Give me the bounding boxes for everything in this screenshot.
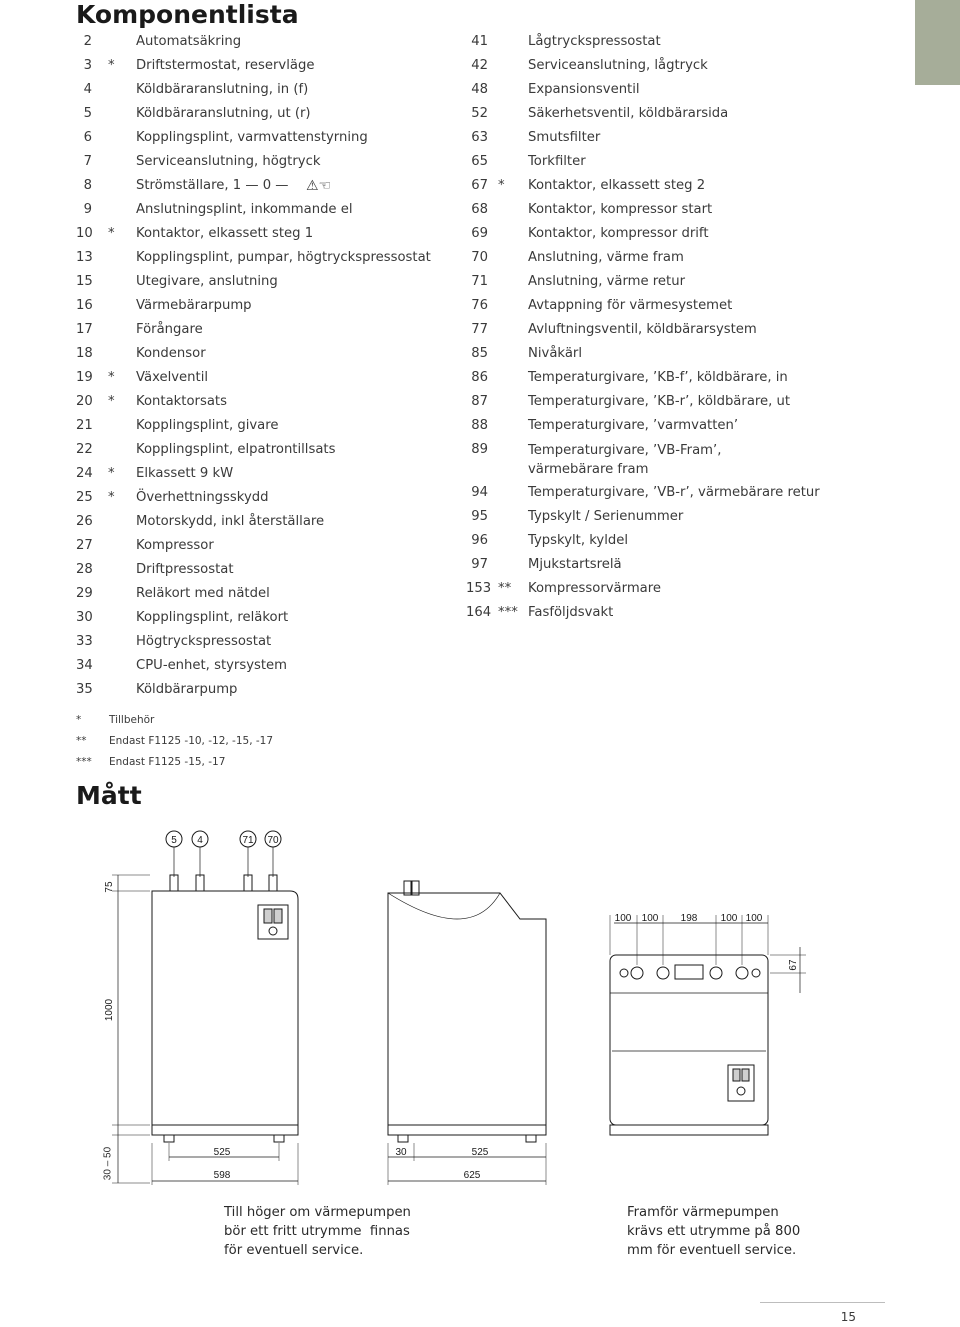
dim-label-75: 75	[104, 881, 115, 893]
component-number: 88	[471, 418, 488, 433]
component-number: 15	[76, 274, 93, 289]
component-name: Kontaktor, kompressor drift	[528, 226, 709, 241]
component-name: Anslutning, värme retur	[528, 274, 686, 289]
component-name: Temperaturgivare, ’VB-r’, värmebärare retur	[528, 485, 820, 500]
callout-label: 70	[267, 835, 279, 846]
component-number: 7	[83, 154, 92, 169]
component-name: Avluftningsventil, köldbärarsystem	[528, 322, 757, 337]
component-row	[466, 601, 866, 625]
footnote-text: Endast F1125 -15, -17	[109, 756, 226, 768]
caption-left	[224, 1203, 411, 1260]
component-row	[76, 318, 456, 342]
caption-line: bör ett fritt utrymme finnas	[224, 1224, 410, 1239]
component-row	[76, 390, 456, 414]
component-number: 164	[466, 605, 492, 620]
component-name: Fasföljdsvakt	[528, 605, 614, 620]
component-name: Temperaturgivare, ’KB-r’, köldbärare, ut	[528, 394, 791, 409]
component-name: Smutsfilter	[528, 130, 601, 145]
component-number: 94	[471, 485, 488, 500]
component-row	[76, 630, 456, 654]
page-rule	[760, 1302, 885, 1303]
section-title: Komponentlista	[76, 0, 299, 29]
rear-view-unit	[610, 913, 806, 1135]
side-view-unit	[104, 875, 298, 1185]
component-name: Värmebärarpump	[136, 298, 252, 313]
component-number: 96	[471, 533, 488, 548]
top-dim-label: 198	[680, 913, 698, 924]
component-number: 35	[76, 682, 93, 697]
component-row	[466, 577, 866, 601]
component-row	[466, 529, 866, 553]
component-number: 89	[471, 442, 488, 457]
component-row	[466, 102, 866, 126]
component-number: 2	[83, 34, 92, 49]
component-name: Kontaktor, kompressor start	[528, 202, 713, 217]
component-number: 87	[471, 394, 488, 409]
footnote-mark: ***	[76, 756, 92, 768]
component-name: Kopplingsplint, givare	[136, 418, 279, 433]
component-number: 97	[471, 557, 488, 572]
component-row	[76, 486, 456, 510]
component-number: 86	[471, 370, 488, 385]
callout-label: 5	[171, 835, 177, 846]
dim-label-625: 625	[463, 1170, 481, 1181]
page-number: 15	[840, 1310, 856, 1324]
component-number: 85	[471, 346, 488, 361]
component-row	[466, 222, 866, 246]
component-number: 28	[76, 562, 93, 577]
front-view-unit	[388, 881, 546, 1185]
component-name: Växelventil	[136, 370, 209, 385]
component-row	[76, 342, 456, 366]
component-name: Köldbäraranslutning, in (f)	[136, 82, 309, 97]
component-number: 13	[76, 250, 93, 265]
caption-line: Till höger om värmepumpen	[224, 1205, 411, 1220]
component-list-left	[76, 30, 456, 702]
component-row	[76, 606, 456, 630]
caption-line: Framför värmepumpen	[627, 1205, 779, 1220]
callout-label: 4	[197, 835, 203, 846]
accessory-mark: *	[108, 226, 115, 241]
top-dim-label: 100	[720, 913, 738, 924]
component-row	[76, 582, 456, 606]
component-row	[466, 505, 866, 529]
callout-label: 71	[242, 835, 254, 846]
component-row	[76, 654, 456, 678]
component-name: Anslutning, värme fram	[528, 250, 684, 265]
component-number: 24	[76, 466, 93, 481]
component-name: Strömställare, 1 — 0 —	[136, 178, 289, 193]
component-row	[466, 438, 866, 481]
component-name: CPU-enhet, styrsystem	[136, 658, 288, 673]
component-name: Kontaktorsats	[136, 394, 227, 409]
component-number: 27	[76, 538, 93, 553]
component-name: Anslutningsplint, inkommande el	[136, 202, 353, 217]
component-row	[466, 30, 866, 54]
component-row	[466, 198, 866, 222]
component-row	[76, 150, 456, 174]
component-name: Kopplingsplint, reläkort	[136, 610, 289, 625]
component-row	[76, 414, 456, 438]
component-name: Högtryckspressostat	[136, 634, 272, 649]
component-number: 65	[471, 154, 488, 169]
footnote-mark: **	[76, 735, 87, 747]
component-number: 77	[471, 322, 488, 337]
dim-label-525-right: 525	[471, 1147, 489, 1158]
component-number: 63	[471, 130, 488, 145]
accessory-mark: *	[108, 58, 115, 73]
component-number: 29	[76, 586, 93, 601]
dim-label-598: 598	[213, 1170, 231, 1181]
top-dim-label: 100	[641, 913, 659, 924]
component-number: 21	[76, 418, 93, 433]
component-name: Överhettningsskydd	[136, 490, 269, 505]
component-name: Typskylt / Serienummer	[528, 509, 684, 524]
top-dim-label: 100	[614, 913, 632, 924]
component-row	[76, 294, 456, 318]
component-name: Expansionsventil	[528, 82, 640, 97]
component-name: Säkerhetsventil, köldbärarsida	[528, 106, 729, 121]
component-number: 95	[471, 509, 488, 524]
component-row	[76, 174, 456, 198]
caption-line: mm för eventuell service.	[627, 1243, 797, 1258]
dim-label-1000: 1000	[104, 998, 115, 1022]
footnote-text: Endast F1125 -10, -12, -15, -17	[109, 735, 274, 747]
component-number: 42	[471, 58, 488, 73]
footnote-text: Tillbehör	[109, 714, 155, 726]
dim-label-30-50: 30 – 50	[102, 1146, 114, 1181]
component-number: 25	[76, 490, 93, 505]
component-number: 8	[83, 178, 92, 193]
component-row	[466, 246, 866, 270]
component-number: 19	[76, 370, 93, 385]
component-row	[76, 510, 456, 534]
component-name: Avtappning för värmesystemet	[528, 298, 733, 313]
dim-label-67: 67	[788, 959, 799, 971]
component-row	[76, 222, 456, 246]
component-name: Kopplingsplint, pumpar, högtryckspressostat	[136, 250, 431, 265]
callout-group	[166, 831, 281, 877]
component-row	[76, 246, 456, 270]
dimensions-title: Mått	[76, 781, 142, 810]
component-row	[76, 366, 456, 390]
component-row	[76, 462, 456, 486]
component-number: 153	[466, 581, 492, 596]
component-name: Serviceanslutning, lågtryck	[528, 58, 708, 73]
component-row	[466, 54, 866, 78]
section-tab	[915, 0, 960, 85]
component-row	[76, 102, 456, 126]
component-name: Automatsäkring	[136, 34, 242, 49]
component-number: 16	[76, 298, 93, 313]
component-number: 76	[471, 298, 488, 313]
component-row	[466, 294, 866, 318]
component-row	[76, 198, 456, 222]
component-name: Elkassett 9 kW	[136, 466, 234, 481]
component-name: Kontaktor, elkassett steg 2	[528, 178, 706, 193]
component-number: 20	[76, 394, 93, 409]
component-number: 18	[76, 346, 93, 361]
accessory-mark: *	[108, 394, 115, 409]
component-row	[466, 150, 866, 174]
component-number: 33	[76, 634, 93, 649]
component-number: 3	[83, 58, 92, 73]
component-number: 71	[471, 274, 488, 289]
component-row	[76, 678, 456, 702]
component-row	[466, 78, 866, 102]
component-name: Motorskydd, inkl återställare	[136, 514, 325, 529]
component-name: Utegivare, anslutning	[136, 274, 278, 289]
component-number: 30	[76, 610, 93, 625]
component-number: 34	[76, 658, 93, 673]
component-name: Kondensor	[136, 346, 206, 361]
component-number: 48	[471, 82, 488, 97]
accessory-mark: *	[108, 490, 115, 505]
component-row	[76, 558, 456, 582]
component-row	[76, 30, 456, 54]
component-number: 70	[471, 250, 488, 265]
dim-label-525-left: 525	[213, 1147, 231, 1158]
component-name: Mjukstartsrelä	[528, 557, 622, 572]
component-number: 67	[471, 178, 488, 193]
component-name: Reläkort med nätdel	[136, 586, 270, 601]
accessory-mark: *	[108, 370, 115, 385]
component-row	[466, 390, 866, 414]
component-name: Typskylt, kyldel	[528, 533, 629, 548]
component-name: Temperaturgivare, ’varmvatten’	[528, 418, 739, 433]
component-row	[76, 78, 456, 102]
component-name: Köldbäraranslutning, ut (r)	[136, 106, 311, 121]
component-row	[76, 270, 456, 294]
warning-hand-icon: ⚠☜	[306, 178, 332, 194]
component-name: Driftstermostat, reservläge	[136, 58, 315, 73]
component-row	[466, 174, 866, 198]
component-number: 10	[76, 226, 93, 241]
component-row	[466, 126, 866, 150]
component-row	[466, 366, 866, 390]
component-row	[76, 534, 456, 558]
component-row	[466, 318, 866, 342]
component-name: Lågtryckspressostat	[528, 34, 661, 49]
component-row	[76, 54, 456, 78]
component-number: 5	[83, 106, 92, 121]
footnote-mark: *	[76, 714, 82, 726]
component-name: Kopplingsplint, varmvattenstyrning	[136, 130, 368, 145]
component-row	[466, 414, 866, 438]
accessory-mark: *	[498, 178, 505, 193]
component-row	[466, 342, 866, 366]
component-name: Kontaktor, elkassett steg 1	[136, 226, 314, 241]
component-row	[466, 553, 866, 577]
accessory-mark: **	[498, 581, 512, 596]
component-name: Köldbärarpump	[136, 682, 238, 697]
component-number: 6	[83, 130, 92, 145]
component-number: 41	[471, 34, 488, 49]
component-row	[466, 481, 866, 505]
component-name: Kopplingsplint, elpatrontillsats	[136, 442, 336, 457]
component-number: 69	[471, 226, 488, 241]
component-number: 4	[83, 82, 92, 97]
component-row	[76, 126, 456, 150]
component-number: 26	[76, 514, 93, 529]
accessory-mark: *	[108, 466, 115, 481]
component-name: Temperaturgivare, ’VB-Fram’, värmebärare fram	[528, 443, 722, 477]
component-row	[76, 438, 456, 462]
accessory-mark: ***	[498, 605, 518, 620]
component-list-right	[466, 30, 866, 625]
component-name: Förångare	[136, 322, 203, 337]
caption-right	[627, 1203, 800, 1260]
top-dim-label: 100	[745, 913, 763, 924]
caption-line: för eventuell service.	[224, 1243, 364, 1258]
component-name: Torkfilter	[528, 154, 586, 169]
component-name: Kompressor	[136, 538, 214, 553]
component-number: 52	[471, 106, 488, 121]
caption-line: krävs ett utrymme på 800	[627, 1224, 801, 1239]
dim-label-30: 30	[395, 1147, 407, 1158]
component-number: 17	[76, 322, 93, 337]
component-name: Driftpressostat	[136, 562, 234, 577]
component-number: 9	[83, 202, 92, 217]
component-name: Nivåkärl	[528, 346, 582, 361]
component-number: 68	[471, 202, 488, 217]
component-name: Serviceanslutning, högtryck	[136, 154, 321, 169]
component-row	[466, 270, 866, 294]
component-name: Temperaturgivare, ’KB-f’, köldbärare, in	[528, 370, 788, 385]
component-name: Kompressorvärmare	[528, 581, 662, 596]
component-number: 22	[76, 442, 93, 457]
